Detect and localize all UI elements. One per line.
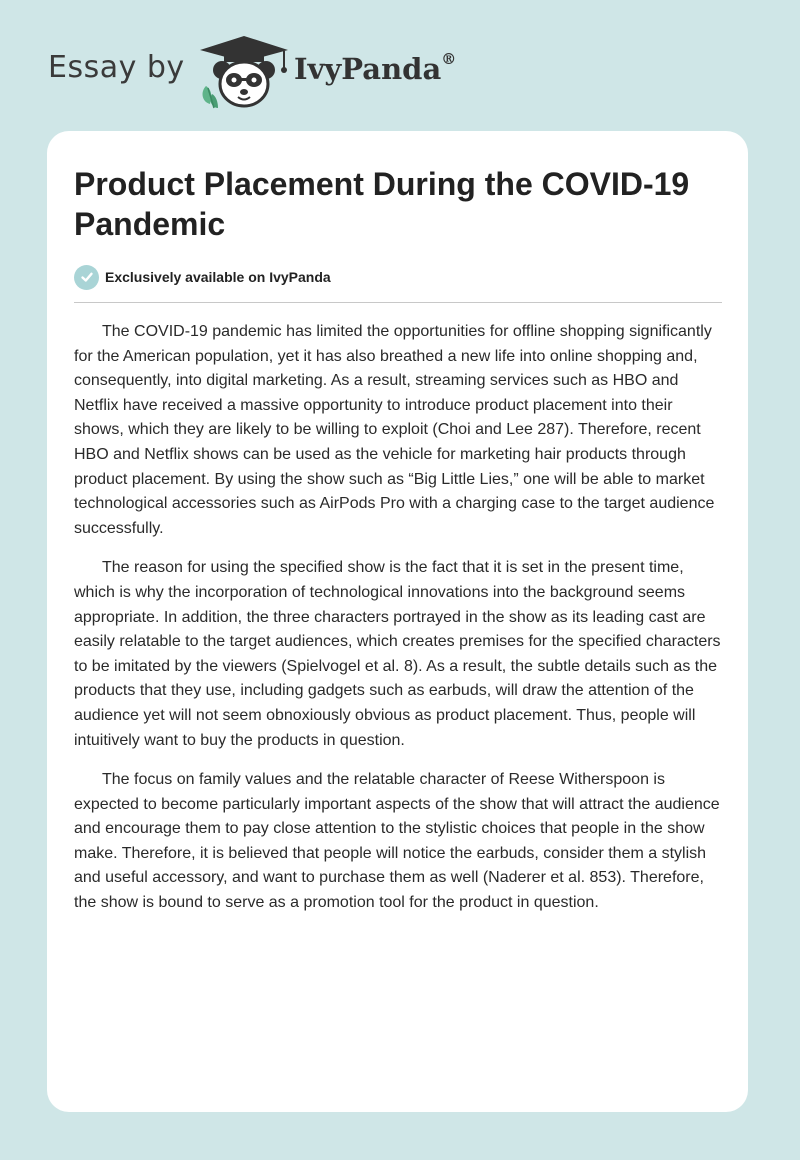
paragraph-1: The COVID-19 pandemic has limited the opportunities for offline shopping significantly for the American population, yet it has also breathed a new life into online shopping and, consequently, into digital marketing. As a result, streaming services such as HBO and Netflix have received a massive opportunity to introduce product placement into their shows, which they are likely to be willing to exploit (Choi and Lee 287). Therefore, recent HBO and Netflix shows can be used as the vehicle for marketing hair products through product placement. By using the show such as “Big Little Lies,” one will be able to market technological accessories such as AirPods Pro with a charging case to the target audience successfully. — [74, 323, 715, 537]
essay-by-label: Essay by — [48, 50, 185, 85]
brand-name[interactable]: IvyPanda® — [294, 50, 457, 86]
site-header — [48, 34, 508, 110]
panda-graduate-icon[interactable] — [198, 34, 290, 110]
essay-title: Product Placement During the COVID-19 Pandemic — [74, 166, 690, 242]
paragraph-3: The focus on family values and the relatable character of Reese Witherspoon is expected to become particularly important aspects of the show that will attract the audience and encourage them to pay close attention to the stylistic choices that people in the show make. Therefore, it is believed that people will notice the earbuds, consider them a stylish and useful accessory, and want to purchase them as well (Naderer et al. 853). Therefore, the show is bound to serve as a promotion tool for the product in question. — [74, 771, 720, 912]
essay-body — [74, 320, 722, 931]
exclusive-badge-text: Exclusively available on IvyPanda — [105, 269, 331, 285]
title-divider — [74, 302, 722, 303]
registered-mark: ® — [441, 50, 457, 68]
check-icon — [74, 265, 99, 290]
paragraph-2: The reason for using the specified show is the fact that it is set in the present time, which is why the incorporation of technological innovations into the background seems appropriate. In addition, the three characters portrayed in the show as its leading cast are easily relatable to the target audiences, which creates premises for the specified characters to be imitated by the viewers (Spielvogel et al. 8). As a result, the subtle details such as the products that they use, including gadgets such as earbuds, will draw the attention of the audience yet will not seem obnoxiously obvious as product placement. Thus, people will intuitively want to buy the products in question. — [74, 559, 721, 749]
exclusive-badge — [74, 264, 331, 290]
essay-card — [47, 131, 748, 1112]
